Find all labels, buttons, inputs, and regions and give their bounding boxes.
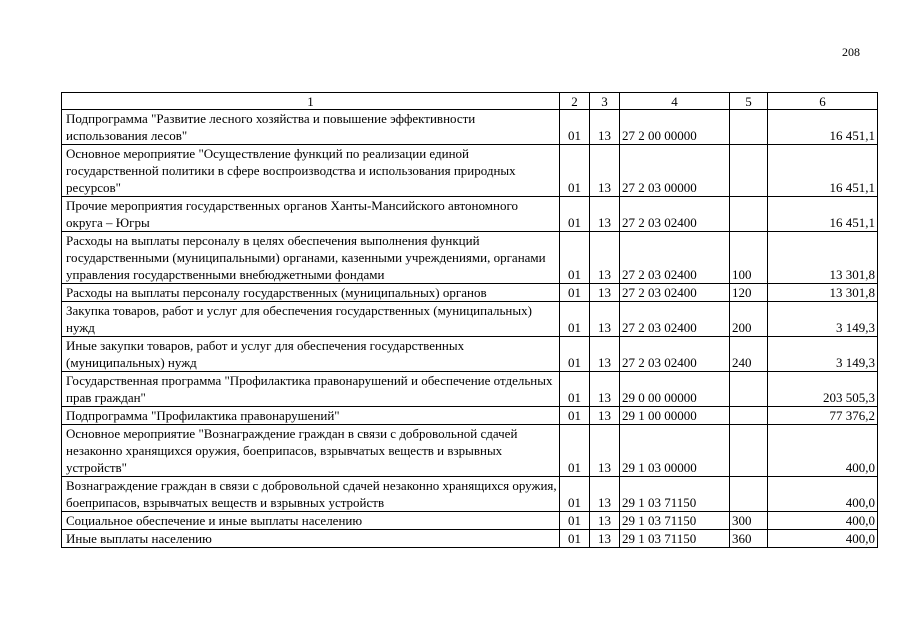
- row-expense-type: [730, 197, 768, 232]
- row-subsection-code: 13: [590, 425, 620, 477]
- table-row: [62, 337, 878, 372]
- table-row: [62, 407, 878, 425]
- row-subsection-code: 13: [590, 477, 620, 512]
- row-name: Подпрограмма "Развитие лесного хозяйства и повышение эффективности использования лесов": [62, 110, 560, 145]
- table-row: [62, 477, 878, 512]
- column-header-6: 6: [768, 93, 878, 110]
- row-amount: 16 451,1: [768, 110, 878, 145]
- row-amount: 16 451,1: [768, 145, 878, 197]
- row-subsection-code: 13: [590, 530, 620, 548]
- table-header: [62, 93, 878, 110]
- row-section-code: 01: [560, 337, 590, 372]
- row-amount: 400,0: [768, 477, 878, 512]
- row-amount: 400,0: [768, 425, 878, 477]
- row-amount: 400,0: [768, 512, 878, 530]
- row-expense-type: [730, 477, 768, 512]
- row-name: Подпрограмма "Профилактика правонарушений": [62, 407, 560, 425]
- row-target-article: 27 2 03 02400: [620, 284, 730, 302]
- row-target-article: 27 2 03 02400: [620, 197, 730, 232]
- row-target-article: 29 1 03 71150: [620, 477, 730, 512]
- row-expense-type: [730, 145, 768, 197]
- table-row: [62, 512, 878, 530]
- row-amount: 77 376,2: [768, 407, 878, 425]
- row-target-article: 27 2 03 02400: [620, 232, 730, 284]
- row-target-article: 27 2 00 00000: [620, 110, 730, 145]
- row-section-code: 01: [560, 407, 590, 425]
- row-section-code: 01: [560, 145, 590, 197]
- row-target-article: 29 1 03 00000: [620, 425, 730, 477]
- row-subsection-code: 13: [590, 232, 620, 284]
- table-row: [62, 232, 878, 284]
- table-row: [62, 197, 878, 232]
- row-target-article: 29 0 00 00000: [620, 372, 730, 407]
- row-section-code: 01: [560, 512, 590, 530]
- row-section-code: 01: [560, 372, 590, 407]
- row-section-code: 01: [560, 302, 590, 337]
- table-body: [62, 110, 878, 548]
- row-subsection-code: 13: [590, 372, 620, 407]
- row-target-article: 27 2 03 02400: [620, 302, 730, 337]
- row-subsection-code: 13: [590, 197, 620, 232]
- row-amount: 400,0: [768, 530, 878, 548]
- row-amount: 13 301,8: [768, 284, 878, 302]
- column-header-4: 4: [620, 93, 730, 110]
- row-subsection-code: 13: [590, 284, 620, 302]
- column-header-5: 5: [730, 93, 768, 110]
- table-row: [62, 110, 878, 145]
- row-expense-type: 360: [730, 530, 768, 548]
- column-header-3: 3: [590, 93, 620, 110]
- row-expense-type: 120: [730, 284, 768, 302]
- row-name: Социальное обеспечение и иные выплаты населению: [62, 512, 560, 530]
- row-expense-type: [730, 425, 768, 477]
- column-header-2: 2: [560, 93, 590, 110]
- row-amount: 13 301,8: [768, 232, 878, 284]
- row-target-article: 27 2 03 00000: [620, 145, 730, 197]
- row-amount: 16 451,1: [768, 197, 878, 232]
- row-subsection-code: 13: [590, 512, 620, 530]
- row-section-code: 01: [560, 197, 590, 232]
- row-expense-type: [730, 407, 768, 425]
- row-expense-type: 240: [730, 337, 768, 372]
- row-name: Расходы на выплаты персоналу государственных (муниципальных) органов: [62, 284, 560, 302]
- table-row: [62, 530, 878, 548]
- table-row: [62, 372, 878, 407]
- table-row: [62, 284, 878, 302]
- row-name: Основное мероприятие "Вознаграждение граждан в связи с добровольной сдачей незаконно хранящихся оружия, боеприпасов, взрывчатых веществ и взрывных устройств": [62, 425, 560, 477]
- row-name: Иные закупки товаров, работ и услуг для обеспечения государственных (муниципальных) нужд: [62, 337, 560, 372]
- row-name: Основное мероприятие "Осуществление функций по реализации единой государственной политики в сфере воспроизводства и использования природных ресурсов": [62, 145, 560, 197]
- row-name: Прочие мероприятия государственных органов Ханты-Мансийского автономного округа – Югры: [62, 197, 560, 232]
- table-row: [62, 302, 878, 337]
- row-expense-type: 300: [730, 512, 768, 530]
- table-row: [62, 145, 878, 197]
- row-name: Государственная программа "Профилактика правонарушений и обеспечение отдельных прав граждан": [62, 372, 560, 407]
- row-section-code: 01: [560, 110, 590, 145]
- row-target-article: 29 1 00 00000: [620, 407, 730, 425]
- table-row: [62, 425, 878, 477]
- row-subsection-code: 13: [590, 407, 620, 425]
- page-number: 208: [842, 45, 860, 59]
- row-name: Иные выплаты населению: [62, 530, 560, 548]
- row-section-code: 01: [560, 232, 590, 284]
- row-name: Закупка товаров, работ и услуг для обеспечения государственных (муниципальных) нужд: [62, 302, 560, 337]
- row-expense-type: 200: [730, 302, 768, 337]
- row-subsection-code: 13: [590, 302, 620, 337]
- row-amount: 3 149,3: [768, 302, 878, 337]
- row-expense-type: [730, 372, 768, 407]
- row-subsection-code: 13: [590, 110, 620, 145]
- row-target-article: 27 2 03 02400: [620, 337, 730, 372]
- row-subsection-code: 13: [590, 337, 620, 372]
- row-name: Вознаграждение граждан в связи с добровольной сдачей незаконно хранящихся оружия, боеприпасов, взрывчатых веществ и взрывных устройств: [62, 477, 560, 512]
- row-section-code: 01: [560, 284, 590, 302]
- row-section-code: 01: [560, 477, 590, 512]
- row-name: Расходы на выплаты персоналу в целях обеспечения выполнения функций государственными (муниципальными) органами, казенными учреждениями, органами управления государственными внебюджетными фондами: [62, 232, 560, 284]
- row-target-article: 29 1 03 71150: [620, 512, 730, 530]
- row-section-code: 01: [560, 425, 590, 477]
- header-row: [62, 93, 878, 110]
- row-expense-type: 100: [730, 232, 768, 284]
- row-section-code: 01: [560, 530, 590, 548]
- row-target-article: 29 1 03 71150: [620, 530, 730, 548]
- row-subsection-code: 13: [590, 145, 620, 197]
- budget-table: [61, 92, 878, 548]
- column-header-1: 1: [62, 93, 560, 110]
- row-amount: 3 149,3: [768, 337, 878, 372]
- row-expense-type: [730, 110, 768, 145]
- row-amount: 203 505,3: [768, 372, 878, 407]
